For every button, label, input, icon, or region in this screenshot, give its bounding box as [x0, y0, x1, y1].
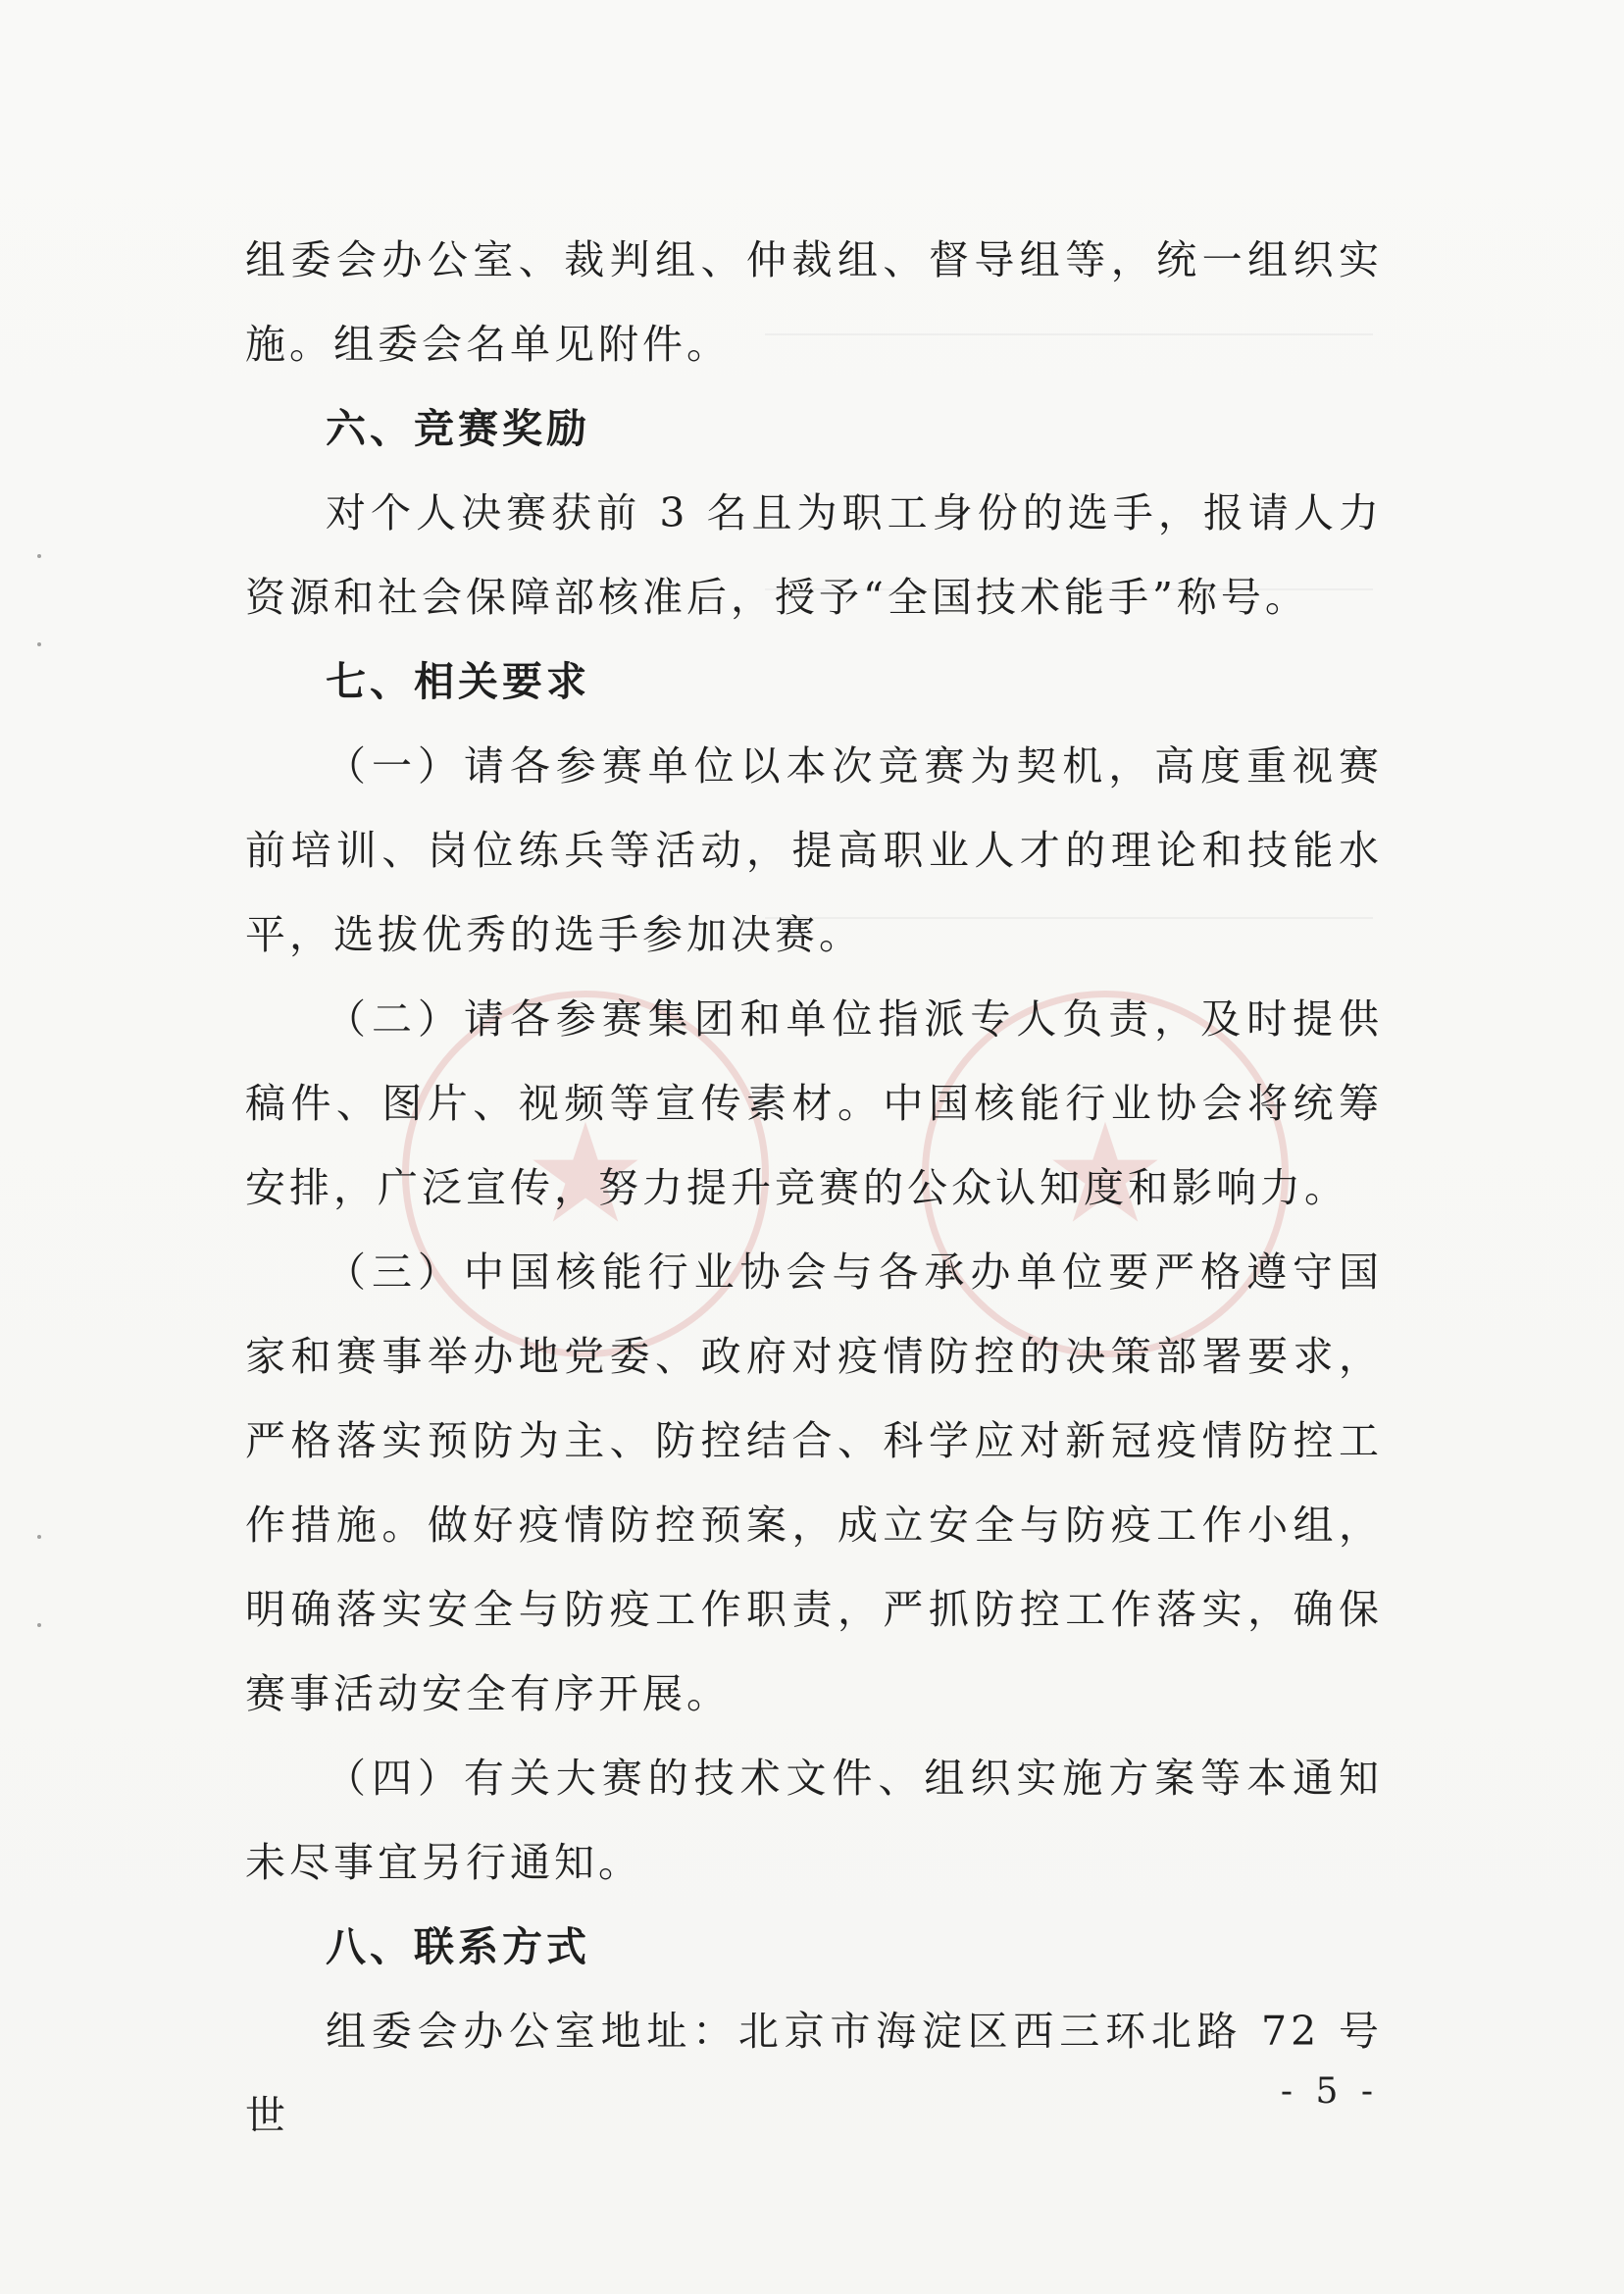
scan-speck — [37, 1535, 41, 1539]
page-number: - 5 - — [1280, 2071, 1379, 2112]
scan-speck — [37, 554, 41, 558]
paragraph-requirement-4: （四）有关大赛的技术文件、组织实施方案等本通知未尽事宜另行通知。 — [245, 1755, 1383, 1886]
heading-section-8: 八、联系方式 — [326, 1923, 590, 1970]
star-icon: ★ — [524, 1094, 647, 1254]
paragraph-requirement-3: （三）中国核能行业协会与各承办单位要严格遵守国家和赛事举办地党委、政府对疫情防控的决策部署要求，严格落实预防为主、防控结合、科学应对新冠疫情防控工作措施。做好疫情防控预案，成立安全与防疫工作小组，明确落实安全与防疫工作职责，严抓防控工作落实，确保赛事活动安全有序开展。 — [245, 1249, 1383, 1717]
scan-speck — [37, 1623, 41, 1627]
paragraph-requirement-1: （一）请各参赛单位以本次竞赛为契机，高度重视赛前培训、岗位练兵等活动，提高职业人才的理论和技能水平，选拔优秀的选手参加决赛。 — [245, 742, 1383, 958]
paragraph-contact-address: 组委会办公室地址：北京市海淀区西三环北路 72 号世 — [245, 2008, 1383, 2139]
document-body — [245, 218, 1383, 2158]
paragraph-award: 对个人决赛获前 3 名且为职工身份的选手，报请人力资源和社会保障部核准后，授予“全国技术能手”称号。 — [245, 489, 1383, 621]
star-icon: ★ — [1043, 1094, 1167, 1254]
paragraph-requirement-2: （二）请各参赛集团和单位指派专人负责，及时提供稿件、图片、视频等宣传素材。中国核能行业协会将统筹安排，广泛宣传，努力提升竞赛的公众认知度和影响力。 — [245, 995, 1383, 1211]
scan-speck — [37, 642, 41, 646]
heading-section-6: 六、竞赛奖励 — [326, 405, 590, 452]
heading-section-7: 七、相关要求 — [326, 658, 590, 705]
paragraph-organizing-committee: 组委会办公室、裁判组、仲裁组、督导组等，统一组织实施。组委会名单见附件。 — [245, 236, 1383, 368]
